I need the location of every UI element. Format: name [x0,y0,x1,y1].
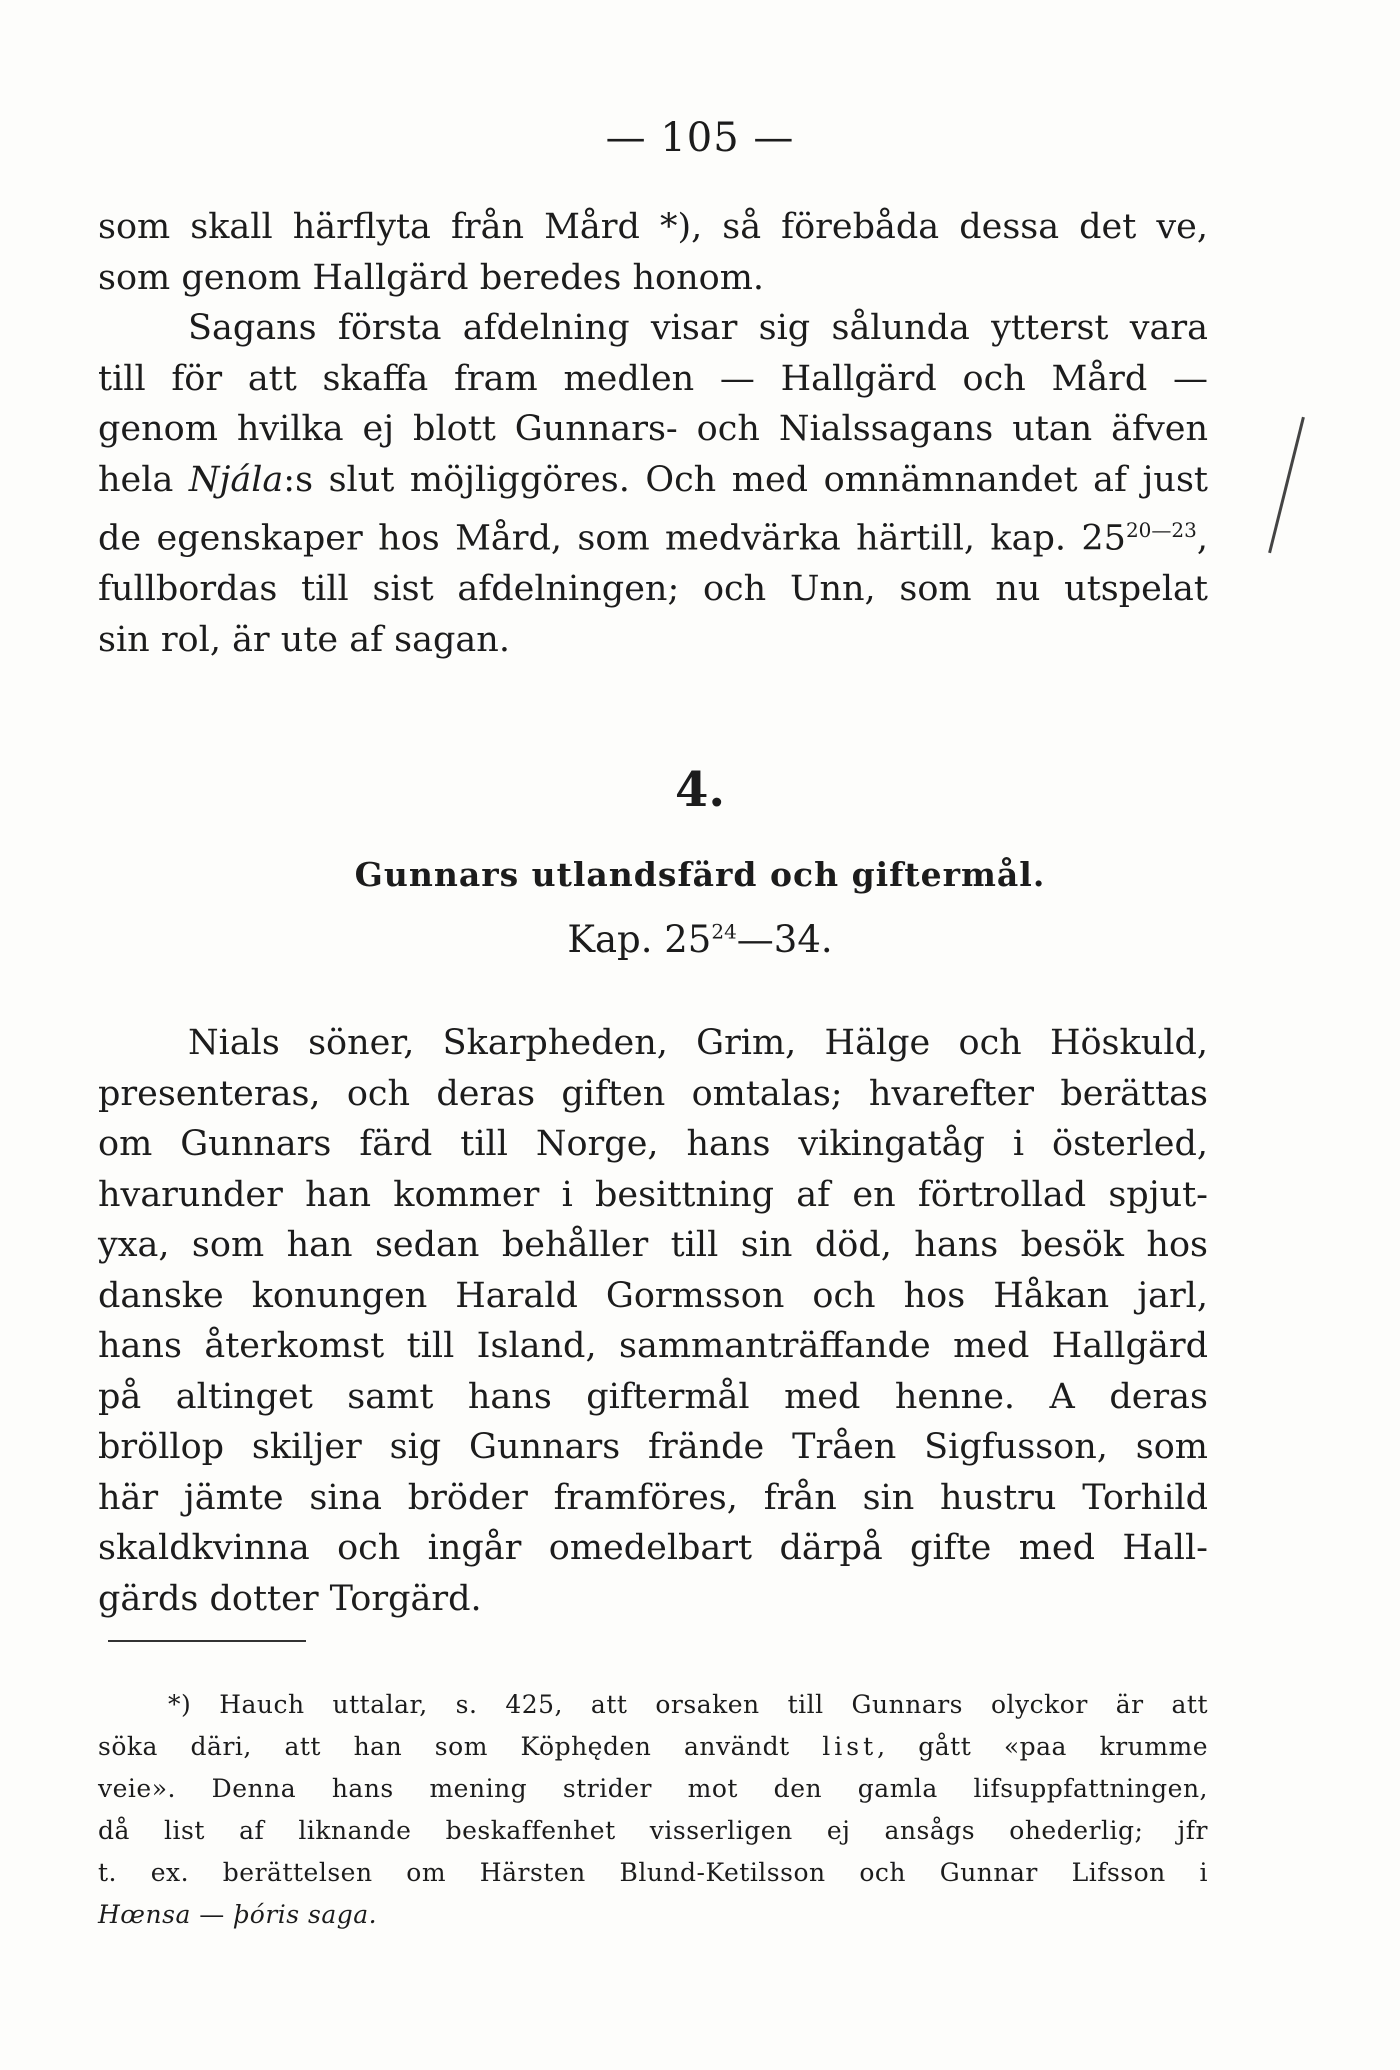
text-line: som skall härflyta från Mård *), så förebåda dessa det ve, [98,207,1208,247]
text-line: skaldkvinna och ingår omedelbart därpå gifte med Hall- [98,1528,1208,1568]
section-number: 4. [674,762,726,818]
text-line: yxa, som han sedan behåller till sin död, hans besök hos [98,1225,1208,1265]
spaced-emphasis: list [822,1732,878,1761]
text-line: om Gunnars färd till Norge, hans vikingatåg i österled, [98,1124,1208,1164]
footnote-line: t. ex. berättelsen om Härsten Blund-Ketilsson och Gunnar Lifsson i [98,1858,1208,1887]
footnote-line: söka däri, att han som Köphęden användt list, gått «paa krumme [98,1732,1208,1761]
text-line: på altinget samt hans giftermål med henne. A deras [98,1376,1208,1417]
text-line: de egenskaper hos Mård, som medvärka härtill, kap. $25^{20—23}$, [98,518,1208,559]
text-line: hans återkomst till Island, sammanträffande med Hallgärd [98,1326,1208,1366]
text-line: bröllop skiljer sig Gunnars frände Tråen Sigfusson, som [98,1427,1208,1467]
text-line: till för att skaffa fram medlen — Hallgärd och Mård — [98,358,1208,399]
text-line: presenteras, och deras giften omtalas; hvarefter berättas [98,1073,1208,1114]
text-line: Sagans första afdelning visar sig sålunda ytterst vara [188,308,1208,348]
text-line: fullbordas till sist afdelningen; och Unn, som nu utspelat [98,569,1208,610]
section-chapter-ref: Kap. $25^{24}—34$. [567,918,833,961]
italic-title-njala: Njála [188,459,284,500]
section-title: Gunnars utlandsfärd och giftermål. [354,855,1046,894]
superscript-ref: 24 [711,919,737,944]
footnote-divider [108,1640,306,1642]
text-line: sin rol, är ute af sagan. [98,619,510,660]
text-line: danske konungen Harald Gormsson och hos Håkan jarl, [98,1275,1208,1316]
text-line: här jämte sina bröder framföres, från sin hustru Torhild [98,1477,1208,1518]
text-line: genom hvilka ej blott Gunnars- och Nialssagans utan äfven [98,409,1208,449]
superscript-ref: 20—23 [1125,518,1197,542]
footnote-line: då list af liknande beskaffenhet visserligen ej ansågs ohederlig; jfr [98,1816,1208,1845]
footnote [98,1684,1208,1936]
footnote-line: veie». Denna hans mening strider mot den gamla lifsuppfattningen, [98,1774,1208,1803]
text-line: hela Njála:s slut möjliggöres. Och med omnämnandet af just [98,459,1208,500]
paragraph-continuation [98,202,1208,303]
text-line: Nials söner, Skarpheden, Grim, Hälge och Höskuld, [188,1023,1208,1063]
footnote-line: *) Hauch uttalar, s. 425, att orsaken till Gunnars olyckor är att [168,1690,1208,1719]
paragraph-summary [98,303,1208,665]
margin-pencil-mark [1268,417,1305,554]
text-line: gärds dotter Torgärd. [98,1578,482,1619]
page-number: — 105 — [605,115,795,161]
footnote-line: Hœnsa — þóris saga. [98,1900,378,1929]
paragraph-section-body [98,1018,1208,1624]
text-line: som genom Hallgärd beredes honom. [98,257,765,298]
text-line: hvarunder han kommer i besittning af en förtrollad spjut- [98,1174,1208,1215]
